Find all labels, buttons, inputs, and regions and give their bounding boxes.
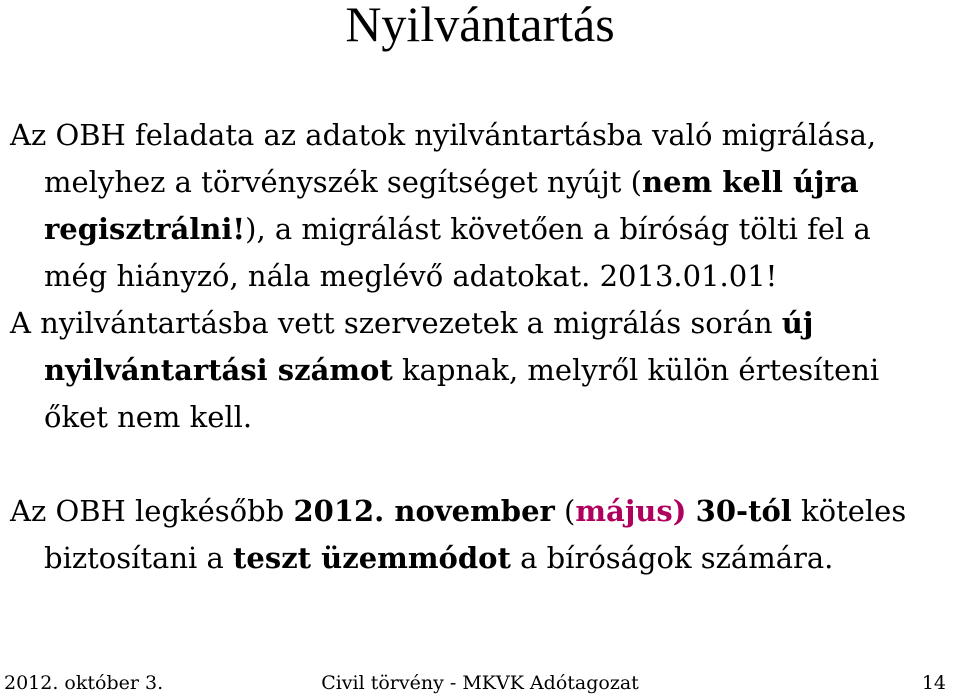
- text-run: A nyilvántartásba vett szervezetek a migrálás során: [10, 306, 782, 340]
- paragraph-line: [10, 535, 950, 582]
- emphasis-text: 2012. november: [293, 494, 555, 528]
- text-run: Az OBH feladata az adatok nyilvántartásba való migrálása,: [10, 118, 877, 152]
- paragraph-line: [10, 300, 950, 347]
- paragraph-migration: [10, 112, 950, 300]
- text-run: még hiányzó, nála meglévő adatokat. 2013.01.01!: [44, 259, 778, 293]
- emphasis-text: 30-tól: [695, 494, 792, 528]
- emphasis-text: nyilvántartási számot: [44, 353, 393, 387]
- text-run: ), a migrálást követően a bíróság tölti fel a: [245, 212, 871, 246]
- text-run: (: [554, 494, 576, 528]
- text-run: biztosítani a: [44, 541, 234, 575]
- highlight-text: május): [575, 494, 687, 528]
- paragraph-line: [10, 394, 950, 441]
- paragraph-line: [10, 206, 950, 253]
- emphasis-text: teszt üzemmódot: [233, 541, 511, 575]
- paragraph-line: [10, 488, 950, 535]
- emphasis-text: új: [781, 306, 814, 340]
- emphasis-text: nem kell újra: [641, 165, 859, 199]
- paragraph-line: [10, 347, 950, 394]
- text-run: őket nem kell.: [44, 400, 253, 434]
- paragraph-line: [10, 159, 950, 206]
- text-run: [686, 494, 695, 528]
- text-run: a bíróságok számára.: [510, 541, 834, 575]
- footer-date: 2012. október 3.: [4, 672, 164, 694]
- text-run: melyhez a törvényszék segítséget nyújt (: [44, 165, 642, 199]
- text-run: köteles: [791, 494, 907, 528]
- slide-footer: [0, 670, 960, 696]
- text-run: kapnak, melyről külön értesíteni: [392, 353, 880, 387]
- footer-title: Civil törvény - MKVK Adótagozat: [321, 672, 639, 694]
- paragraph-line: [10, 112, 950, 159]
- paragraph-test-mode: [10, 488, 950, 582]
- emphasis-text: regisztrálni!: [44, 212, 246, 246]
- page-number: 14: [921, 672, 946, 694]
- slide-title: Nyilvántartás: [345, 0, 615, 52]
- text-run: Az OBH legkésőbb: [10, 494, 294, 528]
- paragraph-line: [10, 253, 950, 300]
- paragraph-registration-number: [10, 300, 950, 441]
